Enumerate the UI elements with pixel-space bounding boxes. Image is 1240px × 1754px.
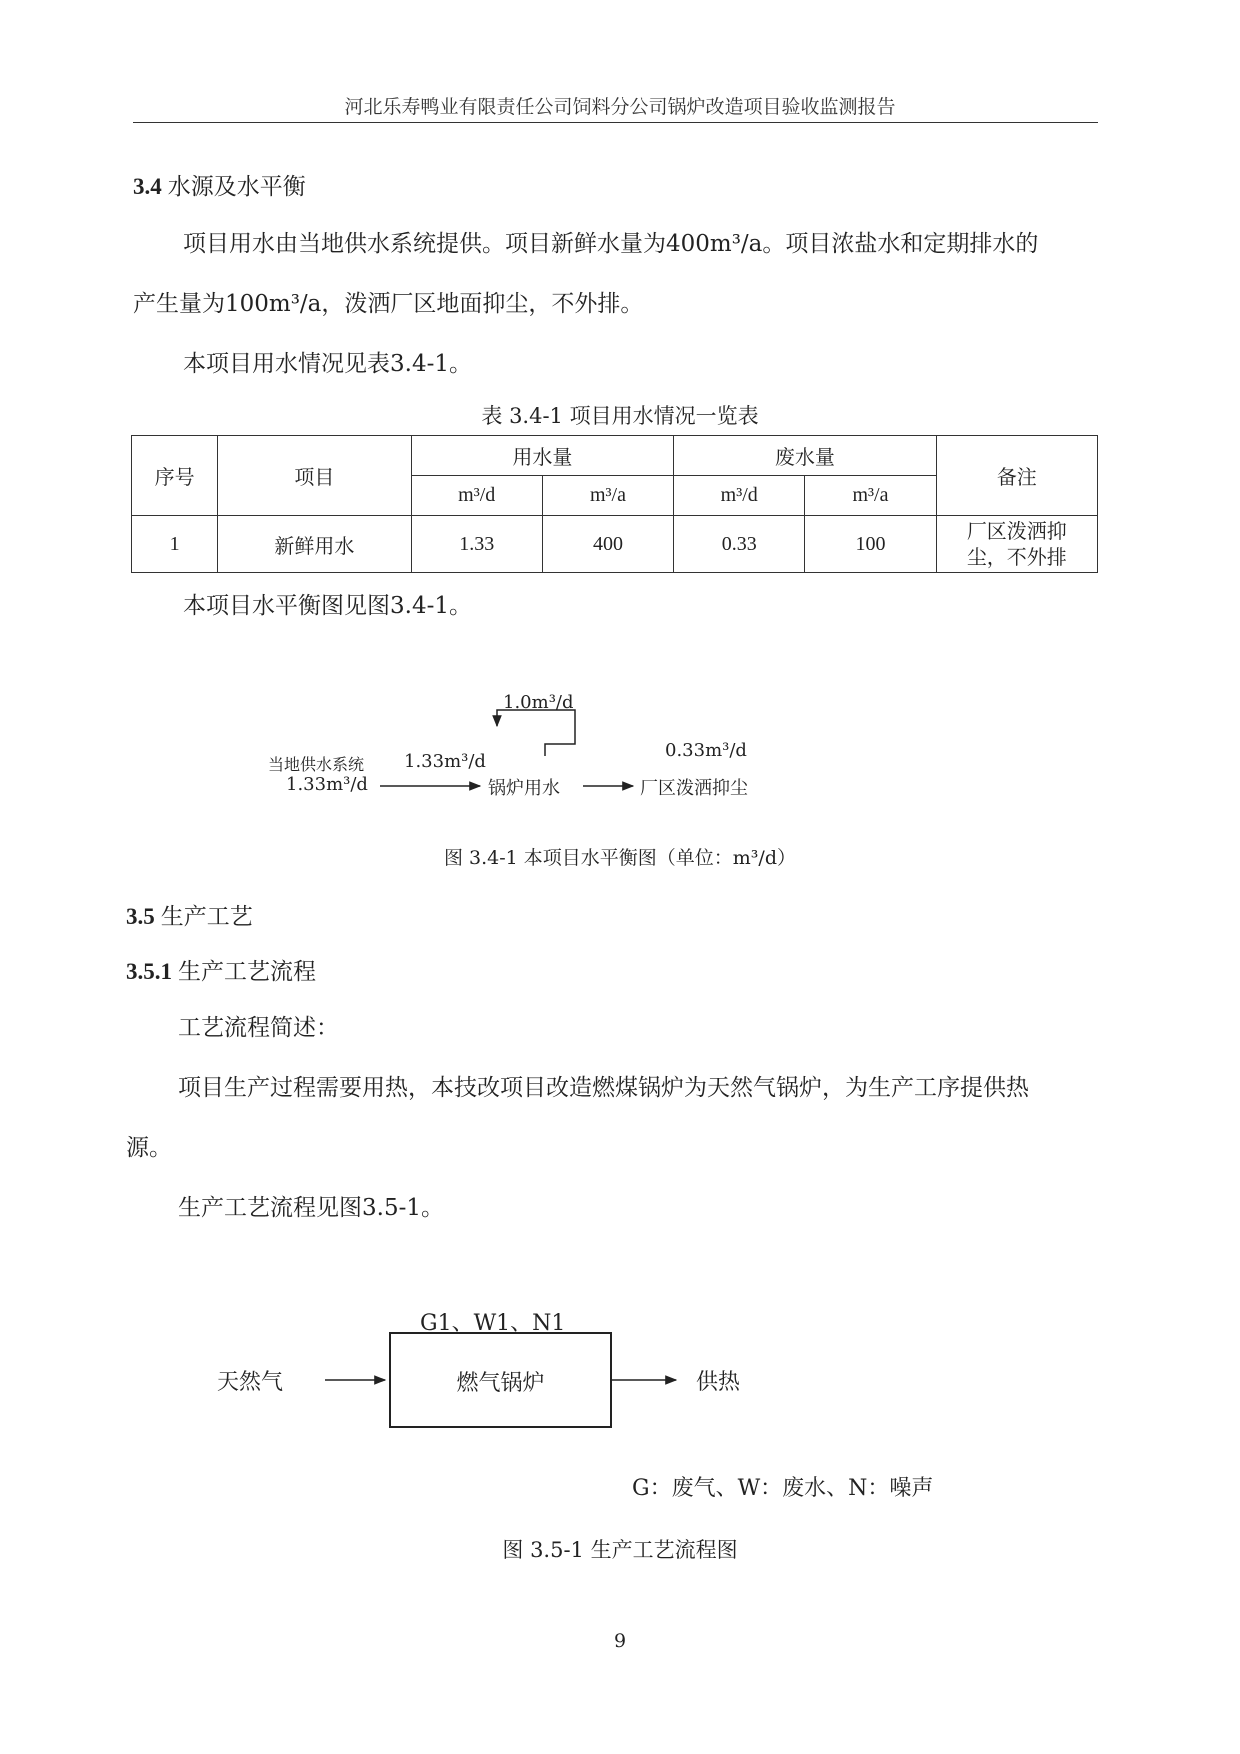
process-flow-diagram: [0, 1300, 1240, 1460]
paragraph: 本项目水平衡图见图3.4-1。: [183, 593, 472, 619]
cell-waste-d: 0.33: [674, 516, 805, 573]
header-remark: 备注: [936, 436, 1097, 516]
remark-line: 厂区泼洒抑: [966, 519, 1067, 543]
header-rule: [133, 122, 1098, 123]
figure-caption: 图 3.5-1 生产工艺流程图: [502, 1538, 738, 1562]
header-wastewater: 废水量: [674, 436, 937, 476]
cell-no: 1: [132, 516, 218, 573]
heat-supply-output: 供热: [696, 1370, 741, 1395]
emissions-label: G1、W1、N1: [420, 1311, 566, 1336]
water-balance-arrows: [0, 670, 1240, 820]
paragraph-line: 项目生产过程需要用热，本技改项目改造燃煤锅炉为天然气锅炉，为生产工序提供热: [178, 1075, 1029, 1101]
subheading: 工艺流程简述：: [178, 1015, 339, 1041]
source-label: 当地供水系统: [268, 755, 365, 774]
loss-label: 1.0m³/d: [503, 692, 574, 713]
remark-line: 尘，不外排: [966, 545, 1067, 569]
paragraph-line: 源。: [126, 1135, 172, 1161]
section-number: 3.4: [133, 174, 162, 199]
section-title: 生产工艺流程: [178, 959, 316, 985]
natural-gas-input: 天然气: [217, 1370, 284, 1395]
table-row: [132, 516, 1098, 573]
page-number: 9: [613, 1630, 627, 1652]
section-3-4-heading: [133, 168, 306, 201]
section-number: 3.5: [126, 904, 155, 929]
paragraph-line: 产生量为100m³/a，泼洒厂区地面抑尘，不外排。: [133, 291, 644, 317]
water-balance-diagram: [0, 670, 1240, 820]
cell-remark: [936, 516, 1097, 573]
paragraph: 本项目用水情况见表3.4-1。: [183, 351, 472, 377]
water-use-table: [131, 435, 1098, 573]
pollutant-legend: G：废气、W：废水、N：噪声: [632, 1476, 934, 1501]
boiler-water-node: 锅炉用水: [488, 778, 560, 799]
header-item: 项目: [218, 436, 411, 516]
inflow-label: 1.33m³/d: [404, 751, 486, 772]
paragraph-line: 项目用水由当地供水系统提供。项目新鲜水量为400m³/a。项目浓盐水和定期排水的: [183, 231, 1039, 257]
section-3-5-heading: [126, 898, 253, 931]
source-flow: 1.33m³/d: [286, 774, 368, 795]
unit-cell: m³/a: [805, 476, 936, 516]
paragraph: 生产工艺流程见图3.5-1。: [178, 1195, 444, 1221]
gas-boiler-label: 燃气锅炉: [456, 1371, 545, 1396]
unit-cell: m³/a: [542, 476, 673, 516]
header-no: 序号: [132, 436, 218, 516]
unit-cell: m³/d: [411, 476, 542, 516]
cell-waste-a: 100: [805, 516, 936, 573]
section-title: 水源及水平衡: [167, 174, 306, 200]
cell-use-d: 1.33: [411, 516, 542, 573]
outflow-label: 0.33m³/d: [665, 740, 747, 761]
figure-caption: 图 3.4-1 本项目水平衡图（单位：m³/d）: [443, 847, 796, 869]
gas-boiler-box: [389, 1332, 612, 1428]
section-title: 生产工艺: [160, 904, 253, 930]
report-header: 河北乐寿鸭业有限责任公司饲料分公司锅炉改造项目验收监测报告: [344, 96, 896, 118]
destination-node: 厂区泼洒抑尘: [640, 778, 748, 799]
cell-item: 新鲜用水: [218, 516, 411, 573]
table-caption: 表 3.4-1 项目用水情况一览表: [481, 404, 759, 428]
unit-cell: m³/d: [674, 476, 805, 516]
process-flow-arrows: [0, 1300, 1240, 1460]
cell-use-a: 400: [542, 516, 673, 573]
section-3-5-1-heading: [126, 953, 316, 986]
header-water-use: 用水量: [411, 436, 674, 476]
section-number: 3.5.1: [126, 959, 172, 984]
